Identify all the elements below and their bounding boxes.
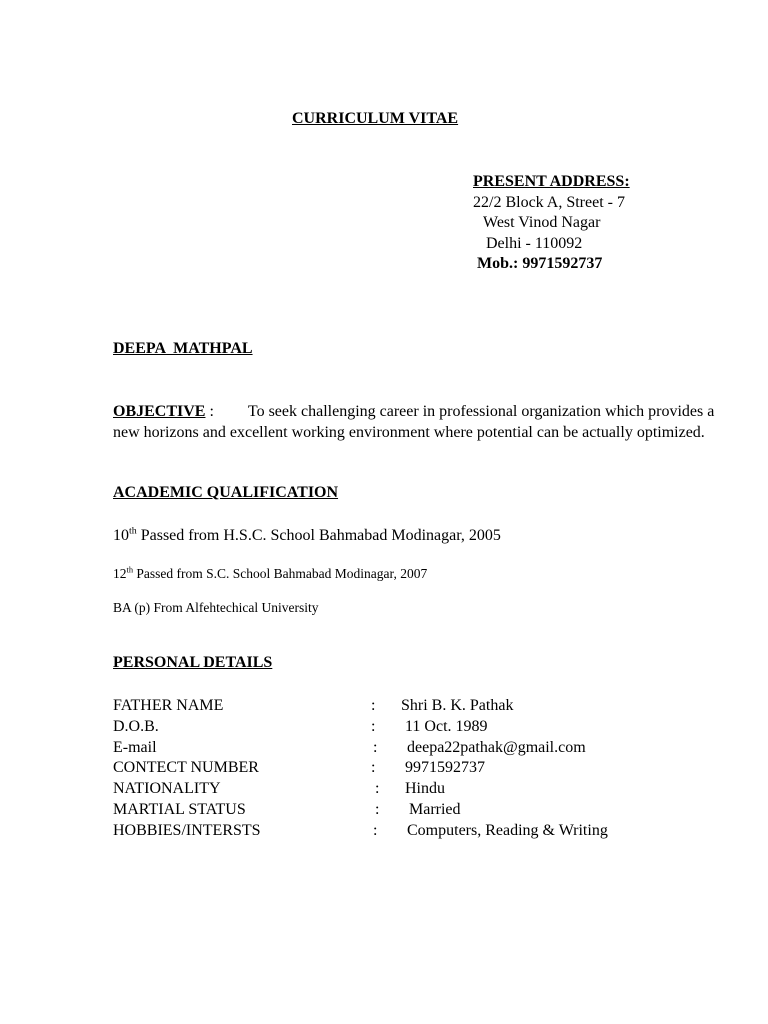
detail-colon: : xyxy=(373,821,378,839)
detail-row xyxy=(113,717,608,738)
detail-row xyxy=(113,800,608,821)
detail-row xyxy=(113,758,608,779)
detail-label: NATIONALITY xyxy=(113,780,221,798)
document-title: CURRICULUM VITAE xyxy=(292,110,459,127)
qualification-item xyxy=(113,566,427,582)
objective-label: OBJECTIVE xyxy=(113,403,206,420)
detail-row xyxy=(113,821,608,842)
qualification-text: Passed from S.C. School Bahmabad Modinagar, 2007 xyxy=(133,566,428,581)
detail-label: E-mail xyxy=(113,738,157,756)
detail-label: HOBBIES/INTERSTS xyxy=(113,821,261,839)
qualification-item xyxy=(113,600,318,616)
detail-label: D.O.B. xyxy=(113,717,159,735)
detail-value: Shri B. K. Pathak xyxy=(401,697,514,714)
detail-value: 9971592737 xyxy=(405,759,485,777)
detail-colon: : xyxy=(371,697,376,714)
detail-value: deepa22pathak@gmail.com xyxy=(407,738,586,756)
qualification-level: 12 xyxy=(113,566,127,581)
detail-colon: : xyxy=(373,738,378,756)
detail-label: CONTECT NUMBER xyxy=(113,759,259,777)
detail-colon: : xyxy=(371,717,376,735)
detail-row xyxy=(113,738,608,759)
mobile-number: Mob.: 9971592737 xyxy=(477,255,603,273)
academic-heading: ACADEMIC QUALIFICATION xyxy=(113,484,339,501)
detail-colon: : xyxy=(375,780,380,798)
detail-value: Computers, Reading & Writing xyxy=(407,821,608,839)
detail-colon: : xyxy=(371,759,376,777)
qualification-item xyxy=(113,527,501,545)
objective-separator: : xyxy=(205,403,214,420)
detail-value: Hindu xyxy=(405,780,445,798)
qualification-text: Passed from H.S.C. School Bahmabad Modinagar, 2005 xyxy=(136,527,501,544)
detail-colon: : xyxy=(375,800,380,818)
objective-paragraph xyxy=(113,401,723,443)
detail-value: Married xyxy=(409,800,461,818)
address-line-2: West Vinod Nagar xyxy=(483,214,601,232)
detail-value: 11 Oct. 1989 xyxy=(405,717,488,735)
candidate-name: DEEPA MATHPAL xyxy=(113,340,253,357)
address-line-1: 22/2 Block A, Street - 7 xyxy=(473,193,625,211)
present-address-block xyxy=(473,172,630,275)
address-heading: PRESENT ADDRESS: xyxy=(473,173,630,190)
detail-label: FATHER NAME xyxy=(113,697,224,714)
detail-label: MARTIAL STATUS xyxy=(113,800,246,818)
address-line-3: Delhi - 110092 xyxy=(486,234,583,252)
qualification-text: BA (p) From Alfehtechical University xyxy=(113,600,319,615)
personal-details-heading: PERSONAL DETAILS xyxy=(113,654,273,671)
detail-row xyxy=(113,779,608,800)
detail-row xyxy=(113,696,608,717)
qualification-suffix: th xyxy=(129,525,137,537)
qualification-level: 10 xyxy=(113,527,129,544)
personal-details-table xyxy=(113,696,608,842)
qualification-suffix: th xyxy=(126,565,134,575)
objective-text: To seek challenging career in professional organization which provides a new horizons and excellent working environment where potential can be actually optimized. xyxy=(113,403,715,441)
